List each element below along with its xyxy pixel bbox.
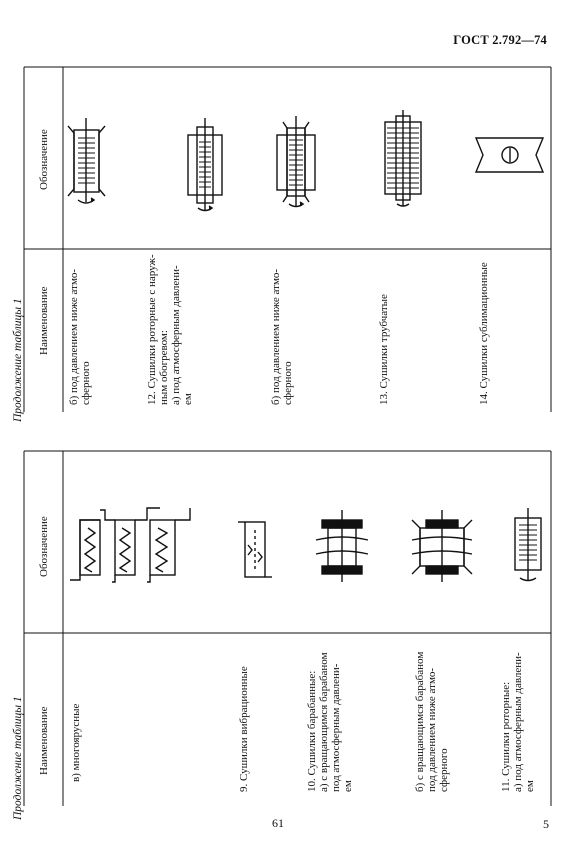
row-text: б) под давлением ниже атмо- [68, 268, 80, 405]
right-col-name-header: Наименование [38, 286, 50, 355]
row-text: ным обогревом: [158, 330, 170, 405]
page-number-right: 5 [543, 817, 549, 831]
row-text: а) под атмосферным давлени- [512, 652, 524, 792]
row-text: 13. Сушилки трубчатые [378, 294, 390, 405]
row-text: сферного [438, 748, 450, 792]
row-text: а) с вращающимся барабаном [318, 652, 330, 792]
row-text: а) под атмосферным давлени- [170, 265, 182, 405]
row-text: ем [342, 780, 354, 792]
dryer-rotary-heated-vacuum-icon [277, 116, 315, 207]
row-text: 9. Сушилки вибрационные [238, 666, 250, 792]
row-text: ем [524, 780, 536, 792]
dryer-rotary-atm-icon [515, 508, 541, 581]
row-text: б) под давлением ниже атмо- [270, 268, 282, 405]
left-table-caption: Продолжение таблицы 1 [12, 696, 24, 820]
row-text: ем [182, 393, 194, 405]
row-text: б) с вращающимся барабаном [414, 651, 426, 792]
row-text: 14. Сушилки сублимационные [478, 262, 490, 405]
right-col-symbol-header: Обозначение [38, 129, 50, 190]
page-number-left: 61 [272, 816, 284, 830]
row-text: сферного [80, 361, 92, 405]
row-text: сферного [282, 361, 294, 405]
row-text: 11. Сушилки роторные: [500, 681, 512, 792]
dryer-drum-icon [316, 510, 368, 582]
dryer-multilevel-icon [70, 508, 190, 582]
row-text: под атмосферным давлени- [330, 663, 342, 792]
dryer-drum-vacuum-icon [412, 510, 472, 582]
dryer-sublimation-icon [476, 138, 543, 172]
dryer-tubular-icon [385, 110, 421, 206]
row-text: под давлением ниже атмо- [426, 667, 438, 792]
left-col-symbol-header: Обозначение [38, 516, 50, 577]
dryer-vibratory-icon [238, 522, 272, 577]
row-text: 10. Сушилки барабанные: [306, 670, 318, 792]
gost-header: ГОСТ 2.792—74 [453, 33, 547, 47]
row-text: 12. Сушилки роторные с наруж- [146, 254, 158, 405]
dryer-rotary-vacuum-icon [68, 118, 105, 203]
row-text: в) многоярусные [70, 703, 82, 782]
left-col-name-header: Наименование [38, 706, 50, 775]
right-table-caption: Продолжение таблицы 1 [12, 298, 24, 422]
dryer-rotary-heated-icon [188, 118, 222, 211]
